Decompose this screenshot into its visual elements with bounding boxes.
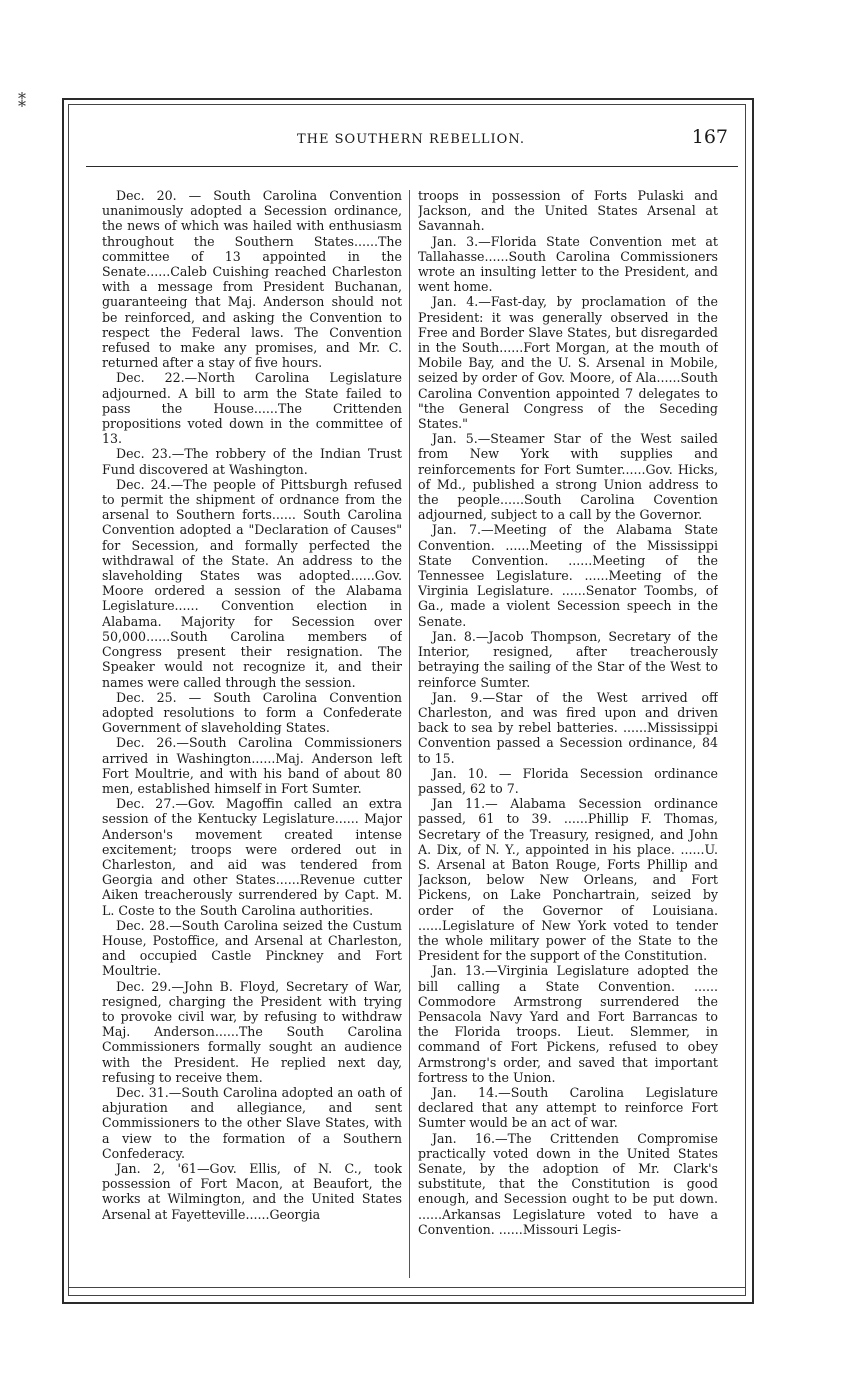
entry-paragraph: Jan. 9.—Star of the West arrived off Charleston, and was fired upon and driven back to sea by rebel batteries. ......Mississippi Convention passed a Secession ordinance, 84 to 15. (418, 689, 718, 766)
entry-paragraph: Jan 11.— Alabama Secession ordinance passed, 61 to 39. ......Phillip F. Thomas, Secretary of the Treasury, resigned, and John A. Dix, of N. Y., appointed in his place. ......U. S. Arsenal at Baton Rouge, Forts Phillip and Jackson, below New Orleans, and Fort Pickens, on Lake Ponchartrain, seized by order of the Governor of Louisiana. ......Legislature of New York voted to tender the whole military power of the State to the President for the support of the Constitution. (418, 796, 718, 964)
column-divider (409, 190, 410, 1278)
entry-paragraph: troops in possession of Forts Pulaski and Jackson, and the United States Arsenal at Savannah. (418, 188, 718, 234)
entry-paragraph: Dec. 24.—The people of Pittsburgh refused to permit the shipment of ordnance from the arsenal to Southern forts...... South Carolina Convention adopted a "Declaration of Causes" for Secession, and formally perfected the withdrawal of the State. An address to the slaveholding States was adopted......Gov. Moore ordered a session of the Alabama Legislature...... Convention election in Alabama. Majority for Secession over 50,000......South Carolina members of Congress present their resignation. The Speaker would not recognize it, and their names were called through the session. (102, 476, 402, 690)
entry-paragraph: Dec. 23.—The robbery of the Indian Trust Fund discovered at Washington. (102, 446, 402, 477)
entry-paragraph: Dec. 25. — South Carolina Convention adopted resolutions to form a Confederate Government of slaveholding States. (102, 689, 402, 736)
entry-paragraph: Jan. 10. — Florida Secession ordinance passed, 62 to 7. (418, 765, 718, 796)
entry-paragraph: Dec. 22.—North Carolina Legislature adjourned. A bill to arm the State failed to pass the House......The Crittenden propositions voted down in the committee of 13. (102, 370, 402, 447)
entry-paragraph: Jan. 5.—Steamer Star of the West sailed from New York with supplies and reinforcements for Fort Sumter......Gov. Hicks, of Md., published a strong Union address to the people......South Carolina Covention adjourned, subject to a call by the Governor. (418, 431, 718, 523)
margin-mark: ⁑ (18, 92, 26, 111)
header-rule (86, 166, 738, 167)
entry-paragraph: Dec. 28.—South Carolina seized the Custum House, Postoffice, and Arsenal at Charleston, and occupied Castle Pinckney and Fort Moultrie. (102, 917, 402, 979)
entry-paragraph: Dec. 27.—Gov. Magoffin called an extra session of the Kentucky Legislature...... Major Anderson's movement created intense excitement; troops were ordered out in Charleston, and aid was tendered from Georgia and other States......Revenue cutter Aiken treacherously surrendered by Capt. M. L. Coste to the South Carolina authorities. (102, 796, 402, 918)
entry-paragraph: Jan. 3.—Florida State Convention met at Tallahasse......South Carolina Commissioners wrote an insulting letter to the President, and went home. (418, 233, 718, 295)
bottom-rule (68, 1287, 746, 1288)
entry-paragraph: Dec. 31.—South Carolina adopted an oath of abjuration and allegiance, and sent Commissioners to the other Slave States, with a view to the formation of a Southern Confederacy. (102, 1084, 402, 1161)
entry-paragraph: Dec. 26.—South Carolina Commissioners arrived in Washington......Maj. Anderson left Fort Moultrie, and with his band of about 80 men, established himself in Fort Sumter. (102, 735, 402, 796)
entry-paragraph: Jan. 2, '61—Gov. Ellis, of N. C., took possession of Fort Macon, at Beaufort, the works at Wilmington, and the United States Arsenal at Fayetteville......Georgia (102, 1161, 402, 1222)
running-title: THE SOUTHERN REBELLION. (297, 132, 525, 147)
entry-paragraph: Dec. 20. — South Carolina Convention unanimously adopted a Secession ordinance, the news of which was hailed with enthusiasm throughout the Southern States......The committee of 13 appointed in the Senate......Caleb Cuishing reached Charleston with a message from President Buchanan, guaranteeing that Maj. Anderson should not be reinforced, and asking the Convention to respect the Federal laws. The Convention refused to make any promises, and Mr. C. returned after a stay of five hours. (102, 188, 402, 371)
entry-paragraph: Jan. 7.—Meeting of the Alabama State Convention. ......Meeting of the Mississippi State Convention. ......Meeting of the Tennessee Legislature. ......Meeting of the Virginia Legislature. ......Senator Toombs, of Ga., made a violent Secession speech in the Senate. (418, 522, 718, 629)
entry-paragraph: Jan. 13.—Virginia Legislature adopted the bill calling a State Convention. ...... Commodore Armstrong surrendered the Pensacola Navy Yard and Fort Barrancas to the Florida troops. Lieut. Slemmer, in command of Fort Pickens, refused to obey Armstrong's order, and saved that important fortress to the Union. (418, 963, 718, 1085)
entry-paragraph: Jan. 4.—Fast-day, by proclamation of the President: it was generally observed in the Free and Border Slave States, but disregarded in the South......Fort Morgan, at the mouth of Mobile Bay, and the U. S. Arsenal in Mobile, seized by order of Gov. Moore, of Ala......South Carolina Convention appointed 7 delegates to "the General Congress of the Seceding States." (418, 294, 718, 432)
page-header (86, 124, 736, 158)
page-number: 167 (691, 126, 728, 148)
entry-paragraph: Jan. 8.—Jacob Thompson, Secretary of the Interior, resigned, after treacherously betraying the sailing of the Star of the West to reinforce Sumter. (418, 628, 718, 690)
right-column (418, 188, 718, 1288)
left-column (102, 188, 402, 1288)
entry-paragraph: Jan. 16.—The Crittenden Compromise practically voted down in the United States Senate, by the adoption of Mr. Clark's substitute, that the Constitution is good enough, and Secession ought to be put down. ......Arkansas Legislature voted to have a Convention. ......Missouri Legis- (418, 1130, 718, 1237)
entry-paragraph: Jan. 14.—South Carolina Legislature declared that any attempt to reinforce Fort Sumter would be an act of war. (418, 1084, 718, 1131)
entry-paragraph: Dec. 29.—John B. Floyd, Secretary of War, resigned, charging the President with trying to provoke civil war, by refusing to withdraw Maj. Anderson......The South Carolina Commissioners formally sought an audience with the President. He replied next day, refusing to receive them. (102, 978, 402, 1085)
